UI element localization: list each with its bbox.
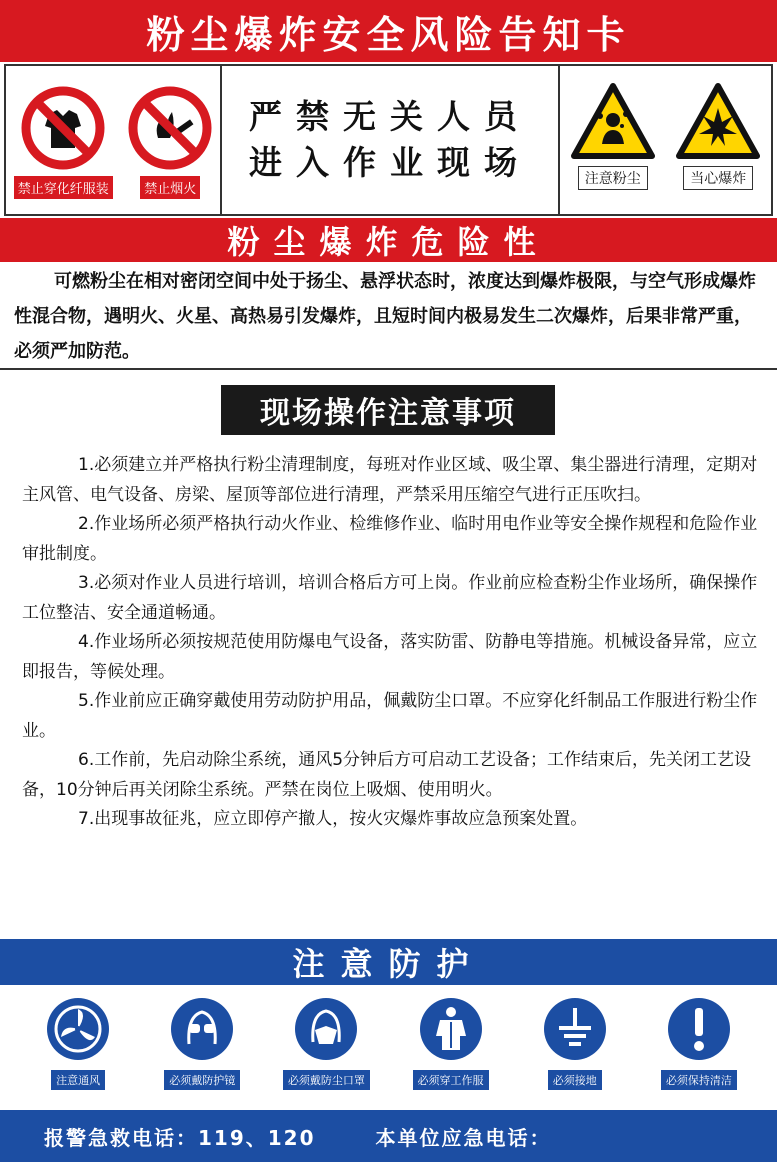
work-clothes-icon bbox=[418, 996, 484, 1062]
ventilation-icon bbox=[45, 996, 111, 1062]
explosion-warning-icon bbox=[675, 82, 761, 160]
operations-item: 6.工作前，先启动除尘系统，通风5分钟后方可启动工艺设备；工作结束后，先关闭工艺设备，10分钟后再关闭除尘系统。严禁在岗位上吸烟、使用明火。 bbox=[22, 750, 752, 800]
protection-sign-mask bbox=[276, 996, 376, 1104]
operations-item: 1.必须建立并严格执行粉尘清理制度，每班对作业区域、吸尘罩、集尘器进行清理，定期对主风管、电气设备、房梁、屋顶等部位进行清理，严禁采用压缩空气进行正压吹扫。 bbox=[22, 455, 758, 505]
keep-clean-icon bbox=[666, 996, 732, 1062]
protection-sign-grounding bbox=[525, 996, 625, 1104]
protection-label: 必须接地 bbox=[548, 1070, 602, 1090]
goggles-icon bbox=[169, 996, 235, 1062]
operations-item: 4.作业场所必须按规范使用防爆电气设备，落实防雷、防静电等措施。机械设备异常，应立即报告，等候处理。 bbox=[22, 632, 758, 682]
operations-item: 7.出现事故征兆，应立即停产撤人，按火灾爆炸事故应急预案处置。 bbox=[78, 809, 588, 829]
protection-sign-clothes bbox=[401, 996, 501, 1104]
hazard-description: 可燃粉尘在相对密闭空间中处于扬尘、悬浮状态时，浓度达到爆炸极限，与空气形成爆炸性混合物，遇明火、火星、高热易引发爆炸，且短时间内极易发生二次爆炸，后果非常严重，必须严加防范。 bbox=[14, 271, 756, 362]
operations-item: 5.作业前应正确穿戴使用劳动防护用品，佩戴防尘口罩。不应穿化纤制品工作服进行粉尘作业。 bbox=[22, 691, 758, 741]
protection-label: 必须戴防尘口罩 bbox=[283, 1070, 370, 1090]
dust-warning-icon bbox=[570, 82, 656, 160]
emergency-phone: 报警急救电话：119、120 bbox=[44, 1125, 316, 1150]
warning-label: 注意粉尘 bbox=[578, 166, 648, 190]
operations-item: 2.作业场所必须严格执行动火作业、检维修作业、临时用电作业等安全操作规程和危险作业审批制度。 bbox=[22, 514, 758, 564]
notice-line-1: 严禁无关人员 bbox=[249, 97, 531, 136]
card-title: 粉尘爆炸安全风险告知卡 bbox=[0, 0, 777, 62]
protection-sign-goggles bbox=[152, 996, 252, 1104]
dust-mask-icon bbox=[293, 996, 359, 1062]
prohibition-signs bbox=[6, 66, 222, 214]
notice-box bbox=[222, 66, 560, 214]
no-smoking-fire-icon bbox=[128, 86, 212, 170]
section-divider bbox=[0, 368, 777, 370]
protection-signs bbox=[0, 996, 777, 1104]
top-signs-row bbox=[4, 64, 773, 216]
protection-label: 必须穿工作服 bbox=[413, 1070, 489, 1090]
prohibition-sign-synthetic bbox=[14, 86, 113, 199]
grounding-icon bbox=[542, 996, 608, 1062]
operations-item: 3.必须对作业人员进行培训，培训合格后方可上岗。作业前应检查粉尘作业场所，确保操作工位整洁、安全通道畅通。 bbox=[22, 573, 758, 623]
footer-bar bbox=[0, 1110, 777, 1162]
warning-signs bbox=[560, 66, 771, 214]
prohibition-label: 禁止烟火 bbox=[140, 176, 200, 199]
protection-heading: 注意防护 bbox=[0, 939, 777, 985]
no-synthetic-clothing-icon bbox=[21, 86, 105, 170]
protection-label: 注意通风 bbox=[51, 1070, 105, 1090]
operations-list bbox=[22, 451, 760, 835]
warning-label: 当心爆炸 bbox=[683, 166, 753, 190]
hazard-heading: 粉尘爆炸危险性 bbox=[0, 218, 777, 262]
protection-sign-ventilation bbox=[28, 996, 128, 1104]
protection-label: 必须保持清洁 bbox=[661, 1070, 737, 1090]
protection-sign-clean bbox=[649, 996, 749, 1104]
protection-label: 必须戴防护镜 bbox=[164, 1070, 240, 1090]
warning-sign-explosion bbox=[675, 82, 761, 190]
operations-heading: 现场操作注意事项 bbox=[221, 385, 555, 435]
notice-line-2: 进入作业现场 bbox=[249, 143, 531, 182]
prohibition-label: 禁止穿化纤服装 bbox=[14, 176, 113, 199]
warning-sign-dust bbox=[570, 82, 656, 190]
unit-emergency-phone: 本单位应急电话： bbox=[375, 1125, 552, 1150]
prohibition-sign-fire bbox=[128, 86, 212, 199]
